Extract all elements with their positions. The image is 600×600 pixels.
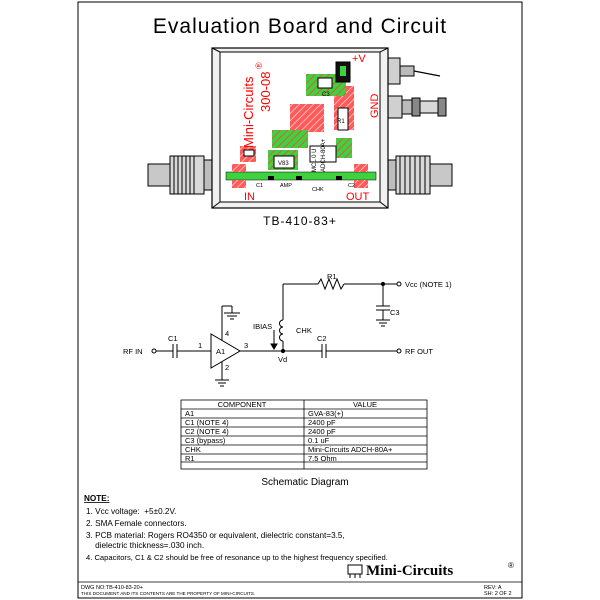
board-part-label: MCL 0 U xyxy=(312,148,318,172)
board-number-label: 300-08 xyxy=(258,71,273,112)
a1-label: A1 xyxy=(216,347,226,356)
footer-logo xyxy=(348,561,514,579)
bom-cell: 2400 pF xyxy=(308,427,336,436)
c1-label: C1 xyxy=(168,334,178,343)
board-v83-label: V83 xyxy=(278,161,289,167)
pin-1-label: 1 xyxy=(198,341,203,350)
board-gnd-label: GND xyxy=(369,93,381,118)
notes-heading: NOTE: xyxy=(84,494,110,503)
bom-cell: A1 xyxy=(185,409,195,418)
schematic-caption: Schematic Diagram xyxy=(261,477,349,488)
logo-chip-icon xyxy=(348,565,362,574)
board-caption: TB-410-83+ xyxy=(263,214,337,228)
board-registered-mark: ® xyxy=(254,62,264,69)
chk-pad xyxy=(336,138,352,158)
vcc-pin xyxy=(340,66,346,76)
bom-cell: 2400 pF xyxy=(308,418,336,427)
c2-label: C2 xyxy=(317,334,327,343)
copper-area xyxy=(272,130,308,148)
chk-inductor xyxy=(280,320,284,341)
rf-out-port xyxy=(397,349,401,353)
note-item: 1. Vcc voltage: +5±0.2V. xyxy=(86,507,177,516)
ibias-label: IBIAS xyxy=(253,322,273,331)
board-in-label: IN xyxy=(244,191,255,203)
vd-label: Vd xyxy=(278,355,288,364)
board-r1-label: R1 xyxy=(337,119,345,125)
ground-pad xyxy=(232,180,246,188)
dc-terminals xyxy=(382,58,446,118)
board-c1-label: C1 xyxy=(256,183,264,189)
board-c2-label: C2 xyxy=(348,183,356,189)
rf-in-connector xyxy=(148,156,218,194)
page-title: Evaluation Board and Circuit xyxy=(152,15,448,38)
copper-area xyxy=(290,104,324,132)
rf-in-label: RF IN xyxy=(123,347,143,356)
c3-component xyxy=(318,78,332,88)
pin-2-label: 2 xyxy=(225,363,230,372)
bom-cell: C3 (bypass) xyxy=(185,436,226,445)
bom-cell: 0.1 uF xyxy=(308,436,330,445)
note-item: 3. PCB material: Rogers RO4350 or equivalent, dielectric constant=3.5, xyxy=(86,531,345,540)
bom-header-value: VALUE xyxy=(352,400,378,409)
board-plus-v-label: +V xyxy=(352,53,366,65)
footer-sheet: SH: 2 OF 2 xyxy=(484,591,512,597)
c3-label: C3 xyxy=(390,308,400,317)
bom-cell: Mini-Circuits ADCH-80A+ xyxy=(308,445,393,454)
footer-logo-text: Mini-Circuits xyxy=(366,563,454,579)
ground-pad xyxy=(232,164,246,172)
schematic-diagram xyxy=(152,279,401,386)
board-out-label: OUT xyxy=(346,191,370,203)
rf-in-port xyxy=(152,349,156,353)
footer-rev: REV: A xyxy=(484,585,502,591)
board-chk-label: CHK xyxy=(312,187,324,193)
vcc-label: Vcc (NOTE 1) xyxy=(405,280,452,289)
pin-3-label: 3 xyxy=(244,341,249,350)
board-amp-label: AMP xyxy=(280,183,292,189)
ground-pad xyxy=(354,180,368,188)
bom-cell: C1 (NOTE 4) xyxy=(185,418,229,427)
board-brand-label: Mini-Circuits xyxy=(241,76,256,148)
footer-logo-registered: ® xyxy=(508,561,514,570)
bom-cell: CHK xyxy=(185,445,201,454)
bom-cell: R1 xyxy=(185,454,195,463)
footer-disclaimer: THIS DOCUMENT AND ITS CONTENTS ARE THE PROPERTY OF MINI-CIRCUITS. xyxy=(81,591,256,596)
note-item: 2. SMA Female connectors. xyxy=(86,519,187,528)
bom-cell: 7.5 Ohm xyxy=(308,454,337,463)
rf-out-label: RF OUT xyxy=(405,347,433,356)
note-item: 4. Capacitors, C1 & C2 should be free of resonance up to the highest frequency specified. xyxy=(86,553,388,562)
chk-label: CHK xyxy=(296,326,312,335)
board-part-label: ADCH-80A+ xyxy=(321,138,327,172)
bom-header-component: COMPONENT xyxy=(217,400,267,409)
bom-cell: C2 (NOTE 4) xyxy=(185,427,229,436)
bom-cell: GVA-83(+) xyxy=(308,409,344,418)
vcc-port xyxy=(397,282,401,286)
board-c3-label: C3 xyxy=(322,92,330,98)
note-item: dielectric thickness=.030 inch. xyxy=(86,541,205,550)
pin-4-label: 4 xyxy=(225,329,230,338)
evaluation-board-drawing xyxy=(148,48,452,208)
r1-label: R1 xyxy=(327,272,337,281)
ground-pad xyxy=(354,164,368,172)
rf-out-connector xyxy=(380,156,452,194)
footer-dwg-number: DWG NO:TB-410-83-20+ xyxy=(81,585,143,591)
